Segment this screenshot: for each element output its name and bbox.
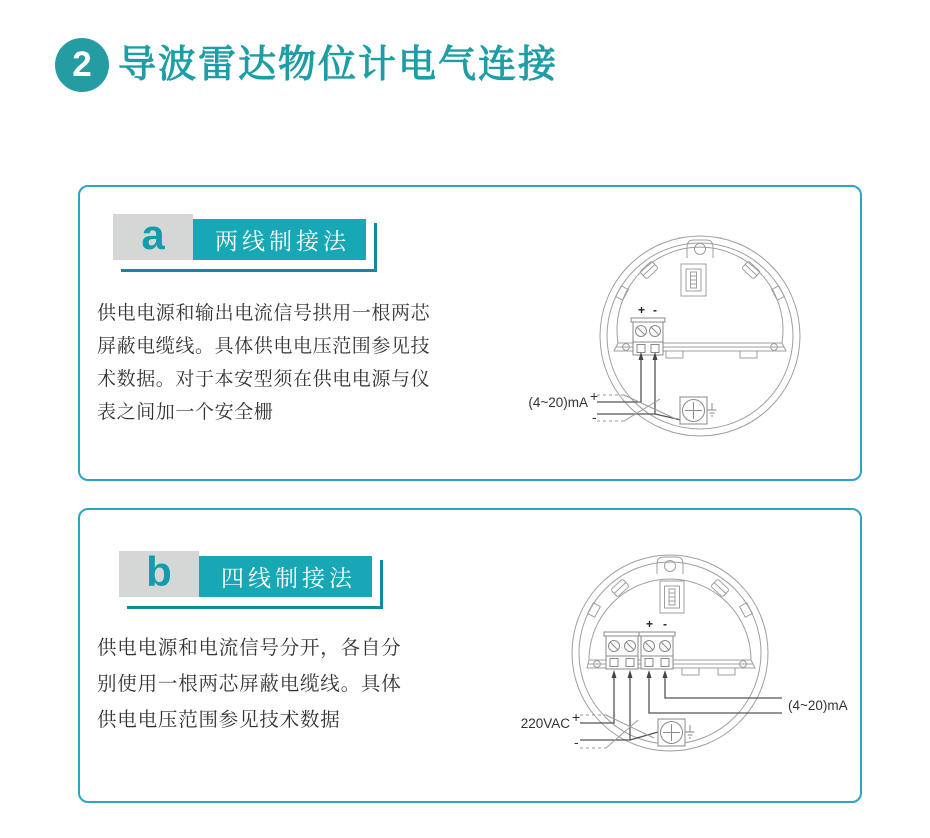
doc-header <box>55 38 558 92</box>
signal-minus: - <box>592 409 597 425</box>
four-wire-housing-diagram <box>470 548 858 783</box>
wire-arrowheads <box>612 670 668 678</box>
terminal-block <box>631 318 665 355</box>
terminal-minus-label: - <box>663 617 667 631</box>
power-terminal-block <box>604 632 640 669</box>
signal-plus: + <box>590 388 599 404</box>
two-wire-housing-diagram <box>500 231 810 466</box>
signal-output-label: (4~20)mA <box>788 698 848 713</box>
heading-two-wire <box>113 210 366 260</box>
cable-shield <box>580 715 654 748</box>
terminal-minus-label: - <box>653 303 657 317</box>
badge-a: a <box>113 214 193 260</box>
section-number-badge: 2 <box>55 38 109 92</box>
signal-output-label: (4~20)mA <box>528 395 588 410</box>
terminal-plus-label: + <box>638 303 646 317</box>
panel-four-wire <box>78 508 862 803</box>
page-title: 导波雷达物位计电气连接 <box>118 44 559 86</box>
power-wires <box>580 673 658 740</box>
description-two-wire: 供电电源和输出电流信号拱用一根两芯屏蔽电缆线。具体供电电压范围参见技术数据。对于本安型须在供电电源与仪表之间加一个安全栅 <box>97 303 431 423</box>
heading-label-four-wire: 四线制接法 <box>199 556 372 597</box>
cable-shield <box>597 395 676 421</box>
signal-wires <box>597 355 681 420</box>
description-four-wire: 供电电源和电流信号分开，各自分别使用一根两芯屏蔽电缆线。具体供电电压范围参见技术数据 <box>97 637 402 731</box>
power-supply-label: 220VAC <box>520 716 570 731</box>
badge-b: b <box>119 551 199 597</box>
ground-screw-icon <box>680 397 717 424</box>
panel-two-wire <box>78 185 862 481</box>
power-minus: - <box>574 734 579 750</box>
signal-wires <box>649 673 782 713</box>
heading-four-wire <box>119 547 372 597</box>
heading-label-two-wire: 两线制接法 <box>193 219 366 260</box>
terminal-plus-label: + <box>646 617 654 631</box>
signal-terminal-block <box>639 632 675 669</box>
power-plus: + <box>572 709 581 725</box>
